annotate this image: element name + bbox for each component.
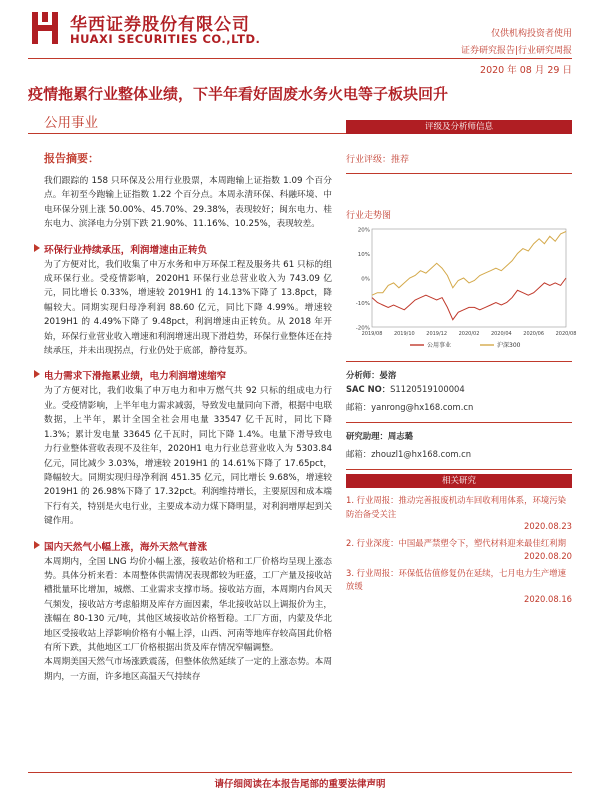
section-text-continued: 本周期美国天然气市场涨跌震荡，但整体依然延续了一定的上涨态势。本周期内，一方面，许多地区高温天气持续存 — [44, 657, 332, 682]
summary-column — [44, 150, 332, 684]
legal-notice: 请仔细阅读在本报告尾部的重要法律声明 — [214, 779, 386, 790]
analyst-name: 晏溶 — [379, 370, 397, 380]
section-title: 电力需求下滑拖累业绩，电力利润增速缩窄 — [34, 368, 332, 382]
trend-chart-label: 行业走势图 — [346, 211, 392, 221]
analyst-line: 分析师：晏溶 — [346, 370, 397, 380]
sector-name: 公用事业 — [44, 115, 98, 131]
trend-chart — [346, 223, 577, 353]
related-item[interactable]: 2. 行业深度：中国最严禁塑令下，塑代材料迎来最佳红利期 — [346, 538, 567, 548]
section-title: 环保行业持续承压，利润增速由正转负 — [34, 242, 332, 256]
summary-heading: 报告摘要： — [44, 152, 99, 165]
x-tick-label: 2019/10 — [393, 331, 415, 337]
sac-line: SAC NO：S1120519100004 — [346, 384, 465, 394]
report-type: 证券研究报告|行业研究周报 — [460, 46, 572, 56]
footer-divider — [28, 772, 572, 773]
section-title: 国内天然气小幅上涨，海外天然气普涨 — [34, 539, 332, 553]
assistant-line: 研究助理：周志璐 — [346, 431, 413, 441]
analyst-block — [346, 361, 572, 414]
x-tick-label: 2020/02 — [458, 331, 480, 337]
section-text: 为了方便对比，我们收集了申万电力和申万燃气共 92 只标的组成电力行业。受疫情影响，上半年电力需求减弱，导致发电量同向下滑，根据中电联数据，上半年，累计全国全社会用电量 33547 亿千瓦时，同比下降 1.3%；累计发电量 33645 亿千瓦时，同比下降 1.4%。电量下滑导致电力行业整体营收表现不及往年，2020H1 电力行业总营业收入为 5303.84 亿元，同比减少 3.03%，增速较 2019H1 的 14.61%下降了 17.65pct，降幅较大。同期实现归母净利润 451.35 亿元，同比增长 9.68%，增速较 2019H1 的 26.98%下降了 17.32pct。利润维持增长，主要原因和成本端下行有关，特别是火电行业，主要成本动力煤下降明显，对利润增厚起到关键作用。 — [44, 386, 332, 527]
y-tick-label: -10% — [355, 301, 370, 307]
y-tick-label: -20% — [355, 325, 370, 332]
related-item[interactable]: 3. 行业周报：环保低估值修复仍在延续，七月电力生产增速放缓 — [346, 567, 567, 591]
y-tick-label: 10% — [357, 252, 370, 258]
section-text: 本周期内，全国 LNG 均价小幅上涨，接收站价格和工厂价格均呈现上涨态势。具体分析来看：本周整体供需情况表现都较为旺盛，工厂产量及接收站槽批量环比增加，城燃、工业需求支撑市场。接收站方面，本周期内台风天气频发，接收站方考虑船期及库存方面因素，华北接收站以上调报价为主，涨幅在 80-130 元/吨，其他区域接收站价格暂稳。工厂方面，内蒙及华北地区受接收站上浮影响价格有小幅上浮，山西、河南等地库存较高国此价格有所下跌，其他地区工厂价格根据出货及库存情况窄幅调整。 — [44, 556, 332, 653]
summary-intro: 我们跟踪的 158 只环保及公用行业股票，本周跑输上证指数 1.09 个百分点。年初至今跑输上证指数 1.22 个百分点。本周永清环保、科融环境、中电环保分别上涨 50.00%、45.70%、29.38%，表现较好；闽东电力、桂东电力、滨泽电力分别下跌 21.90%、11.16%、10.25%，表现较差。 — [44, 176, 332, 230]
company-name-cn: 华西证券股份有限公司 — [70, 15, 250, 35]
series-line-utilities — [372, 278, 566, 320]
x-tick-label: 2020/08 — [555, 331, 577, 337]
audience-note: 仅供机构投资者使用 — [490, 29, 572, 39]
report-title: 疫情拖累行业整体业绩，下半年看好固废水务火电等子板块回升 — [28, 85, 449, 103]
report-date: 2020 年 08 月 29 日 — [480, 65, 572, 76]
header-divider — [28, 58, 572, 59]
y-tick-label: 20% — [357, 227, 370, 234]
x-tick-label: 2020/04 — [490, 331, 512, 337]
company-name-en: HUAXI SECURITIES CO.,LTD. — [70, 32, 261, 46]
x-tick-label: 2019/12 — [426, 331, 448, 337]
assistant-email-line: 邮箱：zhouzl1@hx168.com.cn — [346, 449, 472, 459]
y-tick-label: 0% — [361, 276, 370, 283]
rating-label: 行业评级： — [346, 155, 392, 165]
chart-frame — [372, 229, 566, 327]
related-date: 2020.08.23 — [524, 521, 572, 531]
related-research — [346, 469, 572, 604]
assistant-email[interactable]: zhouzl1@hx168.com.cn — [371, 449, 472, 459]
related-item[interactable]: 1. 行业周报：推动完善报废机动车回收利用体系，环境污染防治备受关注 — [346, 495, 567, 519]
assistant-name: 周志璐 — [387, 431, 413, 441]
triangle-bullet-icon — [34, 370, 40, 378]
assistant-block — [346, 422, 572, 461]
related-title: 相关研究 — [346, 474, 572, 488]
series-line-csi300 — [372, 232, 566, 296]
legend-label: 公用事业 — [427, 342, 452, 349]
analyst-email[interactable]: yanrong@hx168.com.cn — [371, 402, 474, 412]
sac-number: S1120519100004 — [390, 384, 465, 394]
rating-value: 推荐 — [391, 155, 410, 165]
triangle-bullet-icon — [34, 244, 40, 252]
x-tick-label: 2020/06 — [523, 331, 545, 337]
sidebar — [346, 120, 577, 610]
legend-label: 沪深300 — [497, 342, 521, 349]
company-logo — [30, 10, 60, 46]
section-text: 为了方便对比，我们收集了申万水务和申万环保工程及服务共 61 只标的组成环保行业。受疫情影响，2020H1 环保行业总营业收入为 743.09 亿元，同比增长 0.33%，增速较 2019H1 的 14.13%下降了 13.8pct，降幅较大。同期实现归母净利润 88.60 亿元，同比下降 4.99%。增速较 2019H1 的 4.49%下降了 9.48pct，利润增速由正转负。从 2018 年开始，环保行业营业收入增速和利润增速出现下滑趋势，环保行业整体还在持续承压，并未出现拐点，行业仍处于底部，静待复苏。 — [44, 259, 332, 357]
related-date: 2020.08.20 — [524, 550, 572, 561]
related-date: 2020.08.16 — [524, 593, 572, 604]
sidebar-box-title: 评级及分析师信息 — [346, 120, 572, 134]
analyst-email-line: 邮箱：yanrong@hx168.com.cn — [346, 402, 474, 412]
x-tick-label: 2019/08 — [361, 331, 383, 337]
industry-rating — [346, 152, 572, 174]
triangle-bullet-icon — [34, 541, 40, 549]
